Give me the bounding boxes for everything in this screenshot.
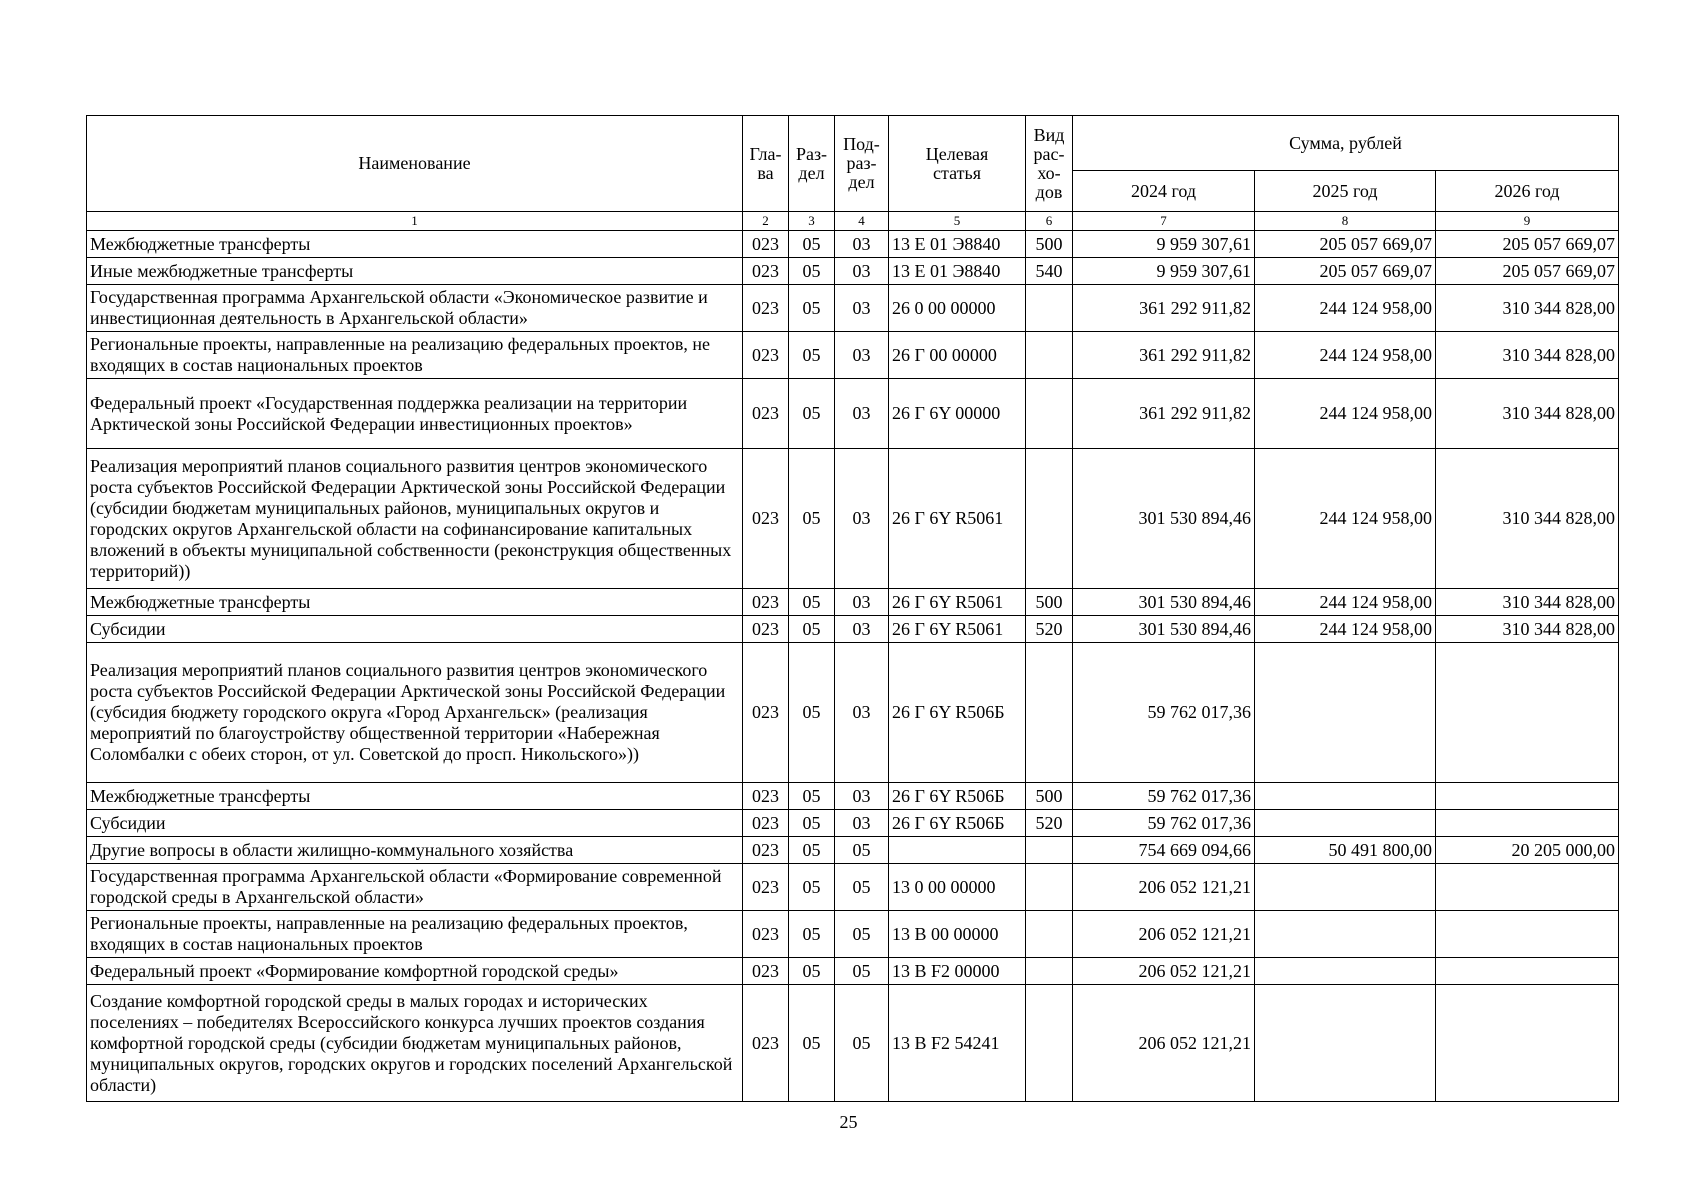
table-cell-name: Федеральный проект «Государственная поддержка реализации на территории Арктической зоны Российской Федерации инвестиционных проектов» bbox=[87, 379, 743, 449]
table-cell-2026 bbox=[1436, 783, 1619, 810]
table-cell-target: 26 Г 6Y R5061 bbox=[889, 616, 1026, 643]
table-cell-2024: 361 292 911,82 bbox=[1073, 332, 1255, 379]
table-cell-2026: 310 344 828,00 bbox=[1436, 285, 1619, 332]
table-cell-target: 26 Г 00 00000 bbox=[889, 332, 1026, 379]
table-cell-target: 13 0 00 00000 bbox=[889, 864, 1026, 911]
header-vid: Вид рас- хо- дов bbox=[1026, 116, 1073, 212]
table-cell-razdel: 05 bbox=[789, 379, 835, 449]
table-cell-2025 bbox=[1255, 958, 1436, 985]
header-y2026: 2026 год bbox=[1436, 171, 1619, 212]
table-cell-razdel: 05 bbox=[789, 332, 835, 379]
table-cell-target: 26 0 00 00000 bbox=[889, 285, 1026, 332]
table-cell-podrazdel: 05 bbox=[835, 958, 889, 985]
table-cell-name: Субсидии bbox=[87, 616, 743, 643]
table-cell-2024: 301 530 894,46 bbox=[1073, 449, 1255, 589]
table-cell-podrazdel: 05 bbox=[835, 837, 889, 864]
table-cell-vid: 500 bbox=[1026, 231, 1073, 258]
table-cell-2025 bbox=[1255, 643, 1436, 783]
table-cell-vid bbox=[1026, 332, 1073, 379]
header-sum: Сумма, рублей bbox=[1073, 116, 1619, 171]
table-cell-2025 bbox=[1255, 783, 1436, 810]
table-cell-2026 bbox=[1436, 985, 1619, 1102]
table-cell-2024: 361 292 911,82 bbox=[1073, 285, 1255, 332]
table-cell-2024: 206 052 121,21 bbox=[1073, 864, 1255, 911]
table-cell-target: 26 Г 6Y R506Б bbox=[889, 783, 1026, 810]
table-cell-glava: 023 bbox=[743, 958, 789, 985]
table-cell-2026: 310 344 828,00 bbox=[1436, 449, 1619, 589]
table-cell-glava: 023 bbox=[743, 643, 789, 783]
table-cell-glava: 023 bbox=[743, 810, 789, 837]
table-cell-target: 13 В F2 54241 bbox=[889, 985, 1026, 1102]
table-cell-2024: 301 530 894,46 bbox=[1073, 589, 1255, 616]
table-cell-name: Создание комфортной городской среды в малых городах и исторических поселениях – победителях Всероссийского конкурса лучших проектов создания комфортной городской среды (субсидии бюджетам муниципальных районов, муниципальных округов, городских округов и городских поселений Архангельской области) bbox=[87, 985, 743, 1102]
table-row bbox=[87, 616, 1619, 643]
table-cell-target: 26 Г 6Y R506Б bbox=[889, 810, 1026, 837]
table-cell-glava: 023 bbox=[743, 332, 789, 379]
table-cell-vid bbox=[1026, 911, 1073, 958]
table-cell-target: 13 Е 01 Э8840 bbox=[889, 258, 1026, 285]
column-index: 9 bbox=[1436, 212, 1619, 231]
table-cell-2026: 205 057 669,07 bbox=[1436, 258, 1619, 285]
table-cell-razdel: 05 bbox=[789, 616, 835, 643]
table-row bbox=[87, 285, 1619, 332]
table-cell-podrazdel: 03 bbox=[835, 258, 889, 285]
table-row bbox=[87, 810, 1619, 837]
column-index: 2 bbox=[743, 212, 789, 231]
table-cell-2025: 244 124 958,00 bbox=[1255, 285, 1436, 332]
table-cell-2024: 206 052 121,21 bbox=[1073, 985, 1255, 1102]
table-cell-podrazdel: 03 bbox=[835, 231, 889, 258]
table-cell-2025 bbox=[1255, 810, 1436, 837]
table-cell-glava: 023 bbox=[743, 231, 789, 258]
table-cell-razdel: 05 bbox=[789, 958, 835, 985]
table-cell-2025: 50 491 800,00 bbox=[1255, 837, 1436, 864]
table-cell-razdel: 05 bbox=[789, 449, 835, 589]
table-cell-razdel: 05 bbox=[789, 285, 835, 332]
table-cell-target: 26 Г 6Y R506Б bbox=[889, 643, 1026, 783]
table-cell-2025: 205 057 669,07 bbox=[1255, 258, 1436, 285]
table-cell-2026 bbox=[1436, 643, 1619, 783]
table-cell-podrazdel: 05 bbox=[835, 985, 889, 1102]
table-cell-glava: 023 bbox=[743, 985, 789, 1102]
table-cell-razdel: 05 bbox=[789, 643, 835, 783]
table-cell-name: Государственная программа Архангельской области «Формирование современной городской среды в Архангельской области» bbox=[87, 864, 743, 911]
table-cell-name: Иные межбюджетные трансферты bbox=[87, 258, 743, 285]
table-cell-podrazdel: 05 bbox=[835, 864, 889, 911]
table-cell-glava: 023 bbox=[743, 589, 789, 616]
table-row bbox=[87, 864, 1619, 911]
header-y2024: 2024 год bbox=[1073, 171, 1255, 212]
table-cell-2026: 310 344 828,00 bbox=[1436, 616, 1619, 643]
table-cell-podrazdel: 05 bbox=[835, 911, 889, 958]
column-index: 1 bbox=[87, 212, 743, 231]
table-cell-razdel: 05 bbox=[789, 589, 835, 616]
table-row bbox=[87, 911, 1619, 958]
table-cell-razdel: 05 bbox=[789, 837, 835, 864]
table-cell-target: 13 В F2 00000 bbox=[889, 958, 1026, 985]
column-index: 8 bbox=[1255, 212, 1436, 231]
table-cell-vid bbox=[1026, 449, 1073, 589]
table-cell-razdel: 05 bbox=[789, 810, 835, 837]
table-cell-name: Реализация мероприятий планов социального развития центров экономического роста субъектов Российской Федерации Арктической зоны Российской Федерации (субсидия бюджету городского округа «Город Архангельск» (реализация мероприятий по благоустройству общественной территории «Набережная Соломбалки с обеих сторон, от ул. Советской до просп. Никольского»)) bbox=[87, 643, 743, 783]
table-row bbox=[87, 589, 1619, 616]
table-cell-2024: 59 762 017,36 bbox=[1073, 783, 1255, 810]
table-cell-vid: 520 bbox=[1026, 810, 1073, 837]
table-cell-2025: 244 124 958,00 bbox=[1255, 589, 1436, 616]
table-cell-2024: 9 959 307,61 bbox=[1073, 258, 1255, 285]
table-cell-vid bbox=[1026, 379, 1073, 449]
table-cell-vid bbox=[1026, 643, 1073, 783]
table-cell-name: Федеральный проект «Формирование комфортной городской среды» bbox=[87, 958, 743, 985]
table-cell-glava: 023 bbox=[743, 285, 789, 332]
table-cell-vid bbox=[1026, 285, 1073, 332]
budget-table bbox=[86, 115, 1619, 1102]
table-cell-vid: 500 bbox=[1026, 589, 1073, 616]
table-cell-razdel: 05 bbox=[789, 258, 835, 285]
table-cell-2026: 310 344 828,00 bbox=[1436, 379, 1619, 449]
table-cell-razdel: 05 bbox=[789, 231, 835, 258]
table-cell-2024: 754 669 094,66 bbox=[1073, 837, 1255, 864]
header-y2025: 2025 год bbox=[1255, 171, 1436, 212]
table-cell-podrazdel: 03 bbox=[835, 449, 889, 589]
table-cell-2025: 244 124 958,00 bbox=[1255, 379, 1436, 449]
table-cell-name: Региональные проекты, направленные на реализацию федеральных проектов, не входящих в состав национальных проектов bbox=[87, 332, 743, 379]
table-cell-target: 26 Г 6Y R5061 bbox=[889, 589, 1026, 616]
table-cell-vid: 520 bbox=[1026, 616, 1073, 643]
column-index: 4 bbox=[835, 212, 889, 231]
column-index: 3 bbox=[789, 212, 835, 231]
column-index: 6 bbox=[1026, 212, 1073, 231]
table-cell-2026: 310 344 828,00 bbox=[1436, 589, 1619, 616]
table-cell-vid bbox=[1026, 837, 1073, 864]
table-cell-razdel: 05 bbox=[789, 864, 835, 911]
table-cell-2024: 361 292 911,82 bbox=[1073, 379, 1255, 449]
column-index: 5 bbox=[889, 212, 1026, 231]
table-cell-2026 bbox=[1436, 864, 1619, 911]
table-row bbox=[87, 783, 1619, 810]
table-cell-target: 13 Е 01 Э8840 bbox=[889, 231, 1026, 258]
table-cell-2026: 20 205 000,00 bbox=[1436, 837, 1619, 864]
table-cell-glava: 023 bbox=[743, 616, 789, 643]
table-cell-2025: 244 124 958,00 bbox=[1255, 449, 1436, 589]
table-cell-name: Другие вопросы в области жилищно-коммунального хозяйства bbox=[87, 837, 743, 864]
table-cell-razdel: 05 bbox=[789, 985, 835, 1102]
table-cell-2024: 206 052 121,21 bbox=[1073, 958, 1255, 985]
table-row bbox=[87, 258, 1619, 285]
table-cell-2026: 205 057 669,07 bbox=[1436, 231, 1619, 258]
header-razdel: Раз- дел bbox=[789, 116, 835, 212]
table-cell-glava: 023 bbox=[743, 783, 789, 810]
header-podrazdel: Под- раз- дел bbox=[835, 116, 889, 212]
table-cell-podrazdel: 03 bbox=[835, 379, 889, 449]
table-cell-target bbox=[889, 837, 1026, 864]
table-row bbox=[87, 958, 1619, 985]
table-row bbox=[87, 643, 1619, 783]
table-cell-vid bbox=[1026, 864, 1073, 911]
table-cell-2024: 301 530 894,46 bbox=[1073, 616, 1255, 643]
table-cell-vid bbox=[1026, 985, 1073, 1102]
table-row bbox=[87, 332, 1619, 379]
table-cell-vid bbox=[1026, 958, 1073, 985]
table-cell-2024: 59 762 017,36 bbox=[1073, 643, 1255, 783]
table-cell-target: 26 Г 6Y R5061 bbox=[889, 449, 1026, 589]
table-cell-podrazdel: 03 bbox=[835, 810, 889, 837]
table-row bbox=[87, 379, 1619, 449]
table-cell-glava: 023 bbox=[743, 379, 789, 449]
header-glava: Гла- ва bbox=[743, 116, 789, 212]
column-index: 7 bbox=[1073, 212, 1255, 231]
table-cell-podrazdel: 03 bbox=[835, 616, 889, 643]
table-cell-2024: 59 762 017,36 bbox=[1073, 810, 1255, 837]
table-cell-2025 bbox=[1255, 911, 1436, 958]
table-cell-razdel: 05 bbox=[789, 911, 835, 958]
table-row bbox=[87, 985, 1619, 1102]
table-cell-vid: 540 bbox=[1026, 258, 1073, 285]
table-cell-podrazdel: 03 bbox=[835, 783, 889, 810]
table-cell-podrazdel: 03 bbox=[835, 332, 889, 379]
table-cell-glava: 023 bbox=[743, 449, 789, 589]
table-cell-glava: 023 bbox=[743, 837, 789, 864]
table-cell-name: Субсидии bbox=[87, 810, 743, 837]
table-cell-name: Межбюджетные трансферты bbox=[87, 589, 743, 616]
table-cell-target: 13 В 00 00000 bbox=[889, 911, 1026, 958]
table-cell-name: Государственная программа Архангельской области «Экономическое развитие и инвестиционная деятельность в Архангельской области» bbox=[87, 285, 743, 332]
table-cell-2025 bbox=[1255, 864, 1436, 911]
table-cell-target: 26 Г 6Y 00000 bbox=[889, 379, 1026, 449]
table-cell-2025: 244 124 958,00 bbox=[1255, 616, 1436, 643]
table-cell-2024: 206 052 121,21 bbox=[1073, 911, 1255, 958]
table-cell-2026 bbox=[1436, 911, 1619, 958]
table-cell-name: Межбюджетные трансферты bbox=[87, 783, 743, 810]
table-cell-glava: 023 bbox=[743, 911, 789, 958]
table-cell-podrazdel: 03 bbox=[835, 589, 889, 616]
table-row bbox=[87, 449, 1619, 589]
table-cell-2025: 244 124 958,00 bbox=[1255, 332, 1436, 379]
header-target: Целевая статья bbox=[889, 116, 1026, 212]
table-cell-vid: 500 bbox=[1026, 783, 1073, 810]
table-cell-name: Региональные проекты, направленные на реализацию федеральных проектов, входящих в состав национальных проектов bbox=[87, 911, 743, 958]
table-cell-glava: 023 bbox=[743, 864, 789, 911]
table-cell-glava: 023 bbox=[743, 258, 789, 285]
table-row bbox=[87, 837, 1619, 864]
table-cell-name: Межбюджетные трансферты bbox=[87, 231, 743, 258]
table-cell-2026 bbox=[1436, 810, 1619, 837]
table-cell-podrazdel: 03 bbox=[835, 285, 889, 332]
table-cell-2025 bbox=[1255, 985, 1436, 1102]
table-cell-2024: 9 959 307,61 bbox=[1073, 231, 1255, 258]
table-cell-2026 bbox=[1436, 958, 1619, 985]
table-cell-podrazdel: 03 bbox=[835, 643, 889, 783]
table-cell-name: Реализация мероприятий планов социального развития центров экономического роста субъектов Российской Федерации Арктической зоны Российской Федерации (субсидии бюджетам муниципальных районов, муниципальных округов и городских округов Архангельской области на софинансирование капитальных вложений в объекты муниципальной собственности (реконструкция общественных территорий)) bbox=[87, 449, 743, 589]
page-number: 25 bbox=[839, 1112, 858, 1132]
table-cell-2026: 310 344 828,00 bbox=[1436, 332, 1619, 379]
column-index-row bbox=[87, 212, 1619, 231]
table-cell-2025: 205 057 669,07 bbox=[1255, 231, 1436, 258]
header-name: Наименование bbox=[87, 116, 743, 212]
table-row bbox=[87, 231, 1619, 258]
table-cell-razdel: 05 bbox=[789, 783, 835, 810]
